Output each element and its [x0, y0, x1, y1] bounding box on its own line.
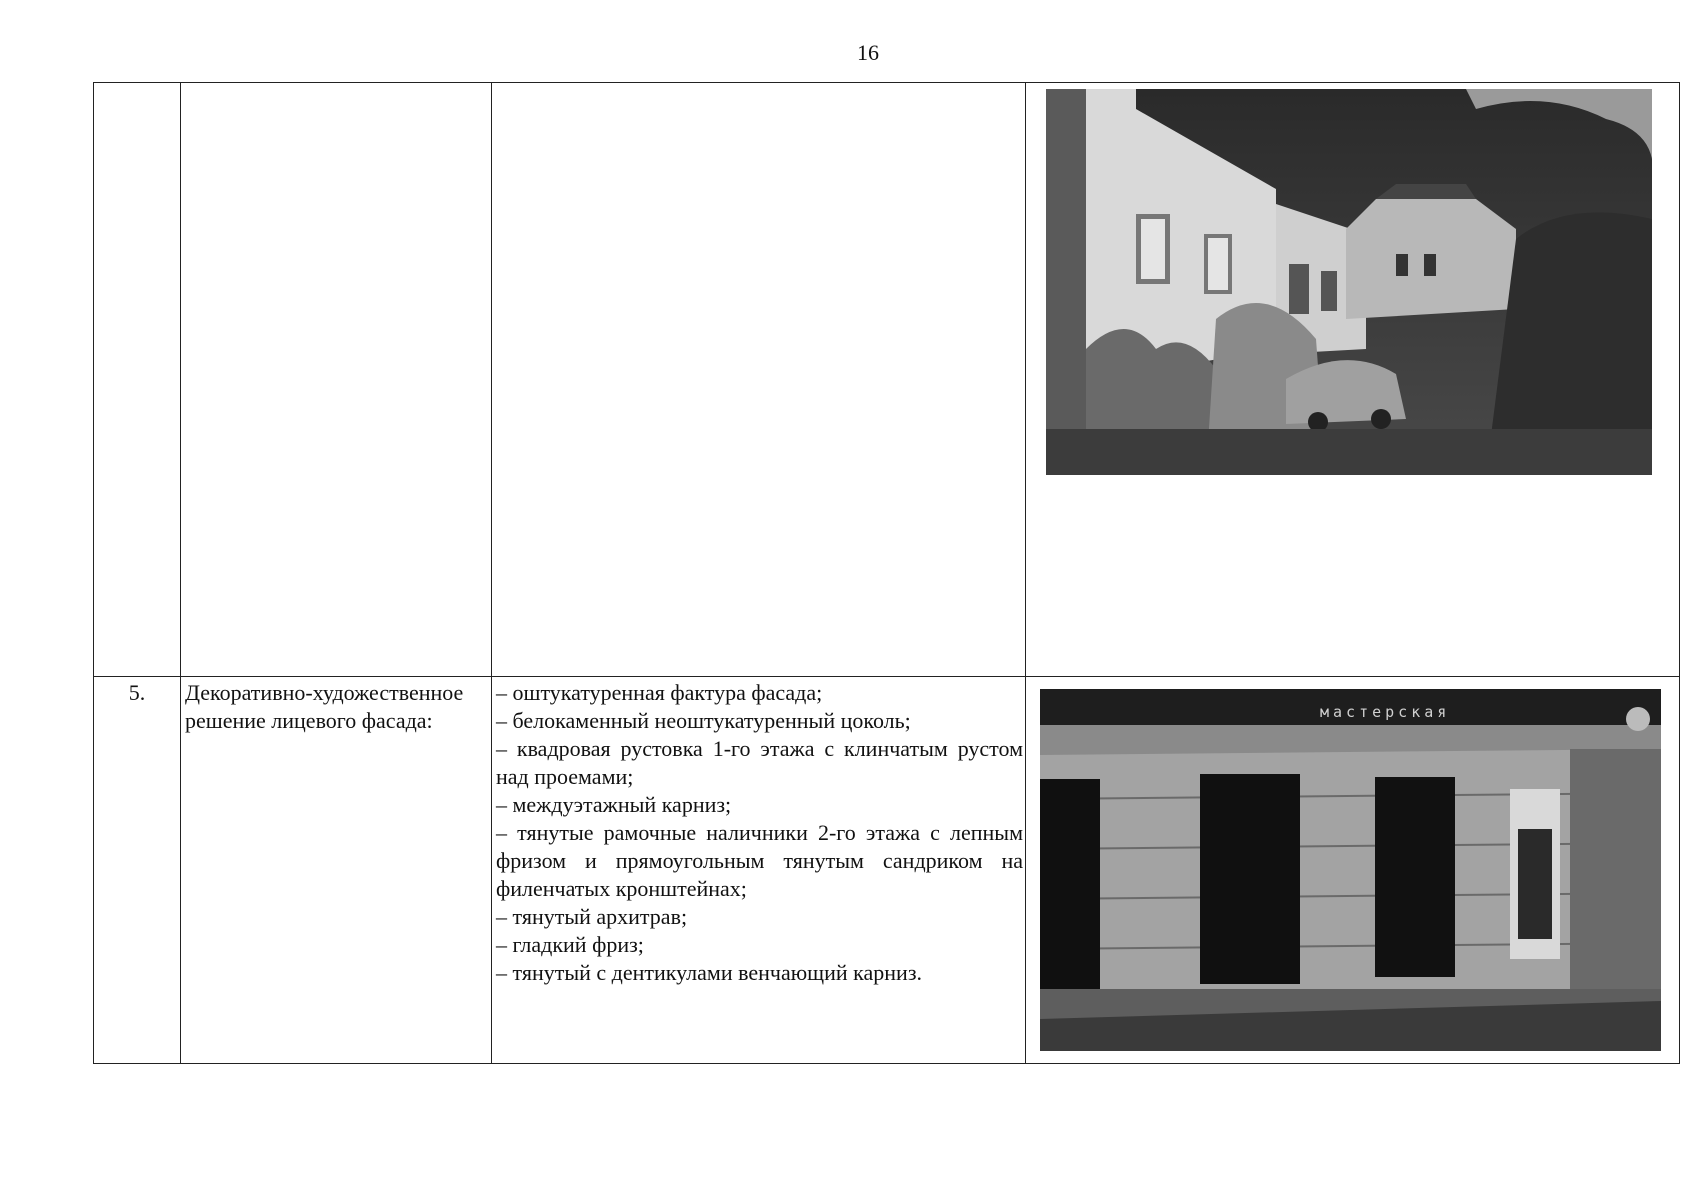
table-row — [94, 83, 1680, 677]
description-list — [492, 677, 1025, 987]
table-row — [94, 677, 1680, 1064]
document-table — [93, 82, 1680, 1064]
element-name-cell — [181, 83, 492, 677]
description-cell — [492, 83, 1026, 677]
list-item: – оштукатуренная фактура фасада; — [496, 680, 823, 705]
row-number-cell — [94, 677, 181, 1064]
list-item: – междуэтажный карниз; — [496, 792, 732, 817]
description-cell — [492, 677, 1026, 1064]
page-number: 16 — [857, 40, 879, 65]
list-item: – квадровая рустовка 1-го этажа с клинчатым рустом над проемами; — [496, 736, 1023, 789]
list-item: – тянутые рамочные наличники 2-го этажа с лепным фризом и прямоугольным тянутым сандриком на филенчатых кронштейнах; — [496, 820, 1023, 901]
list-item: – тянутый с дентикулами венчающий карниз. — [496, 960, 923, 985]
list-item: – гладкий фриз; — [496, 932, 644, 957]
photo-cell — [1026, 83, 1680, 677]
facade-photo — [1040, 689, 1661, 1051]
element-name — [181, 83, 491, 85]
row-number: 5. — [128, 680, 146, 705]
photo-cell — [1026, 677, 1680, 1064]
list-item: – белокаменный неоштукатуренный цоколь; — [496, 708, 911, 733]
row-number — [94, 83, 180, 85]
element-name-cell — [181, 677, 492, 1064]
building-photo — [1046, 89, 1652, 475]
row-number-cell — [94, 83, 181, 677]
list-item: – тянутый архитрав; — [496, 904, 688, 929]
element-name: Декоративно-художественное решение лицевого фасада: — [185, 680, 464, 733]
shop-sign-text: мастерская — [1320, 703, 1451, 721]
